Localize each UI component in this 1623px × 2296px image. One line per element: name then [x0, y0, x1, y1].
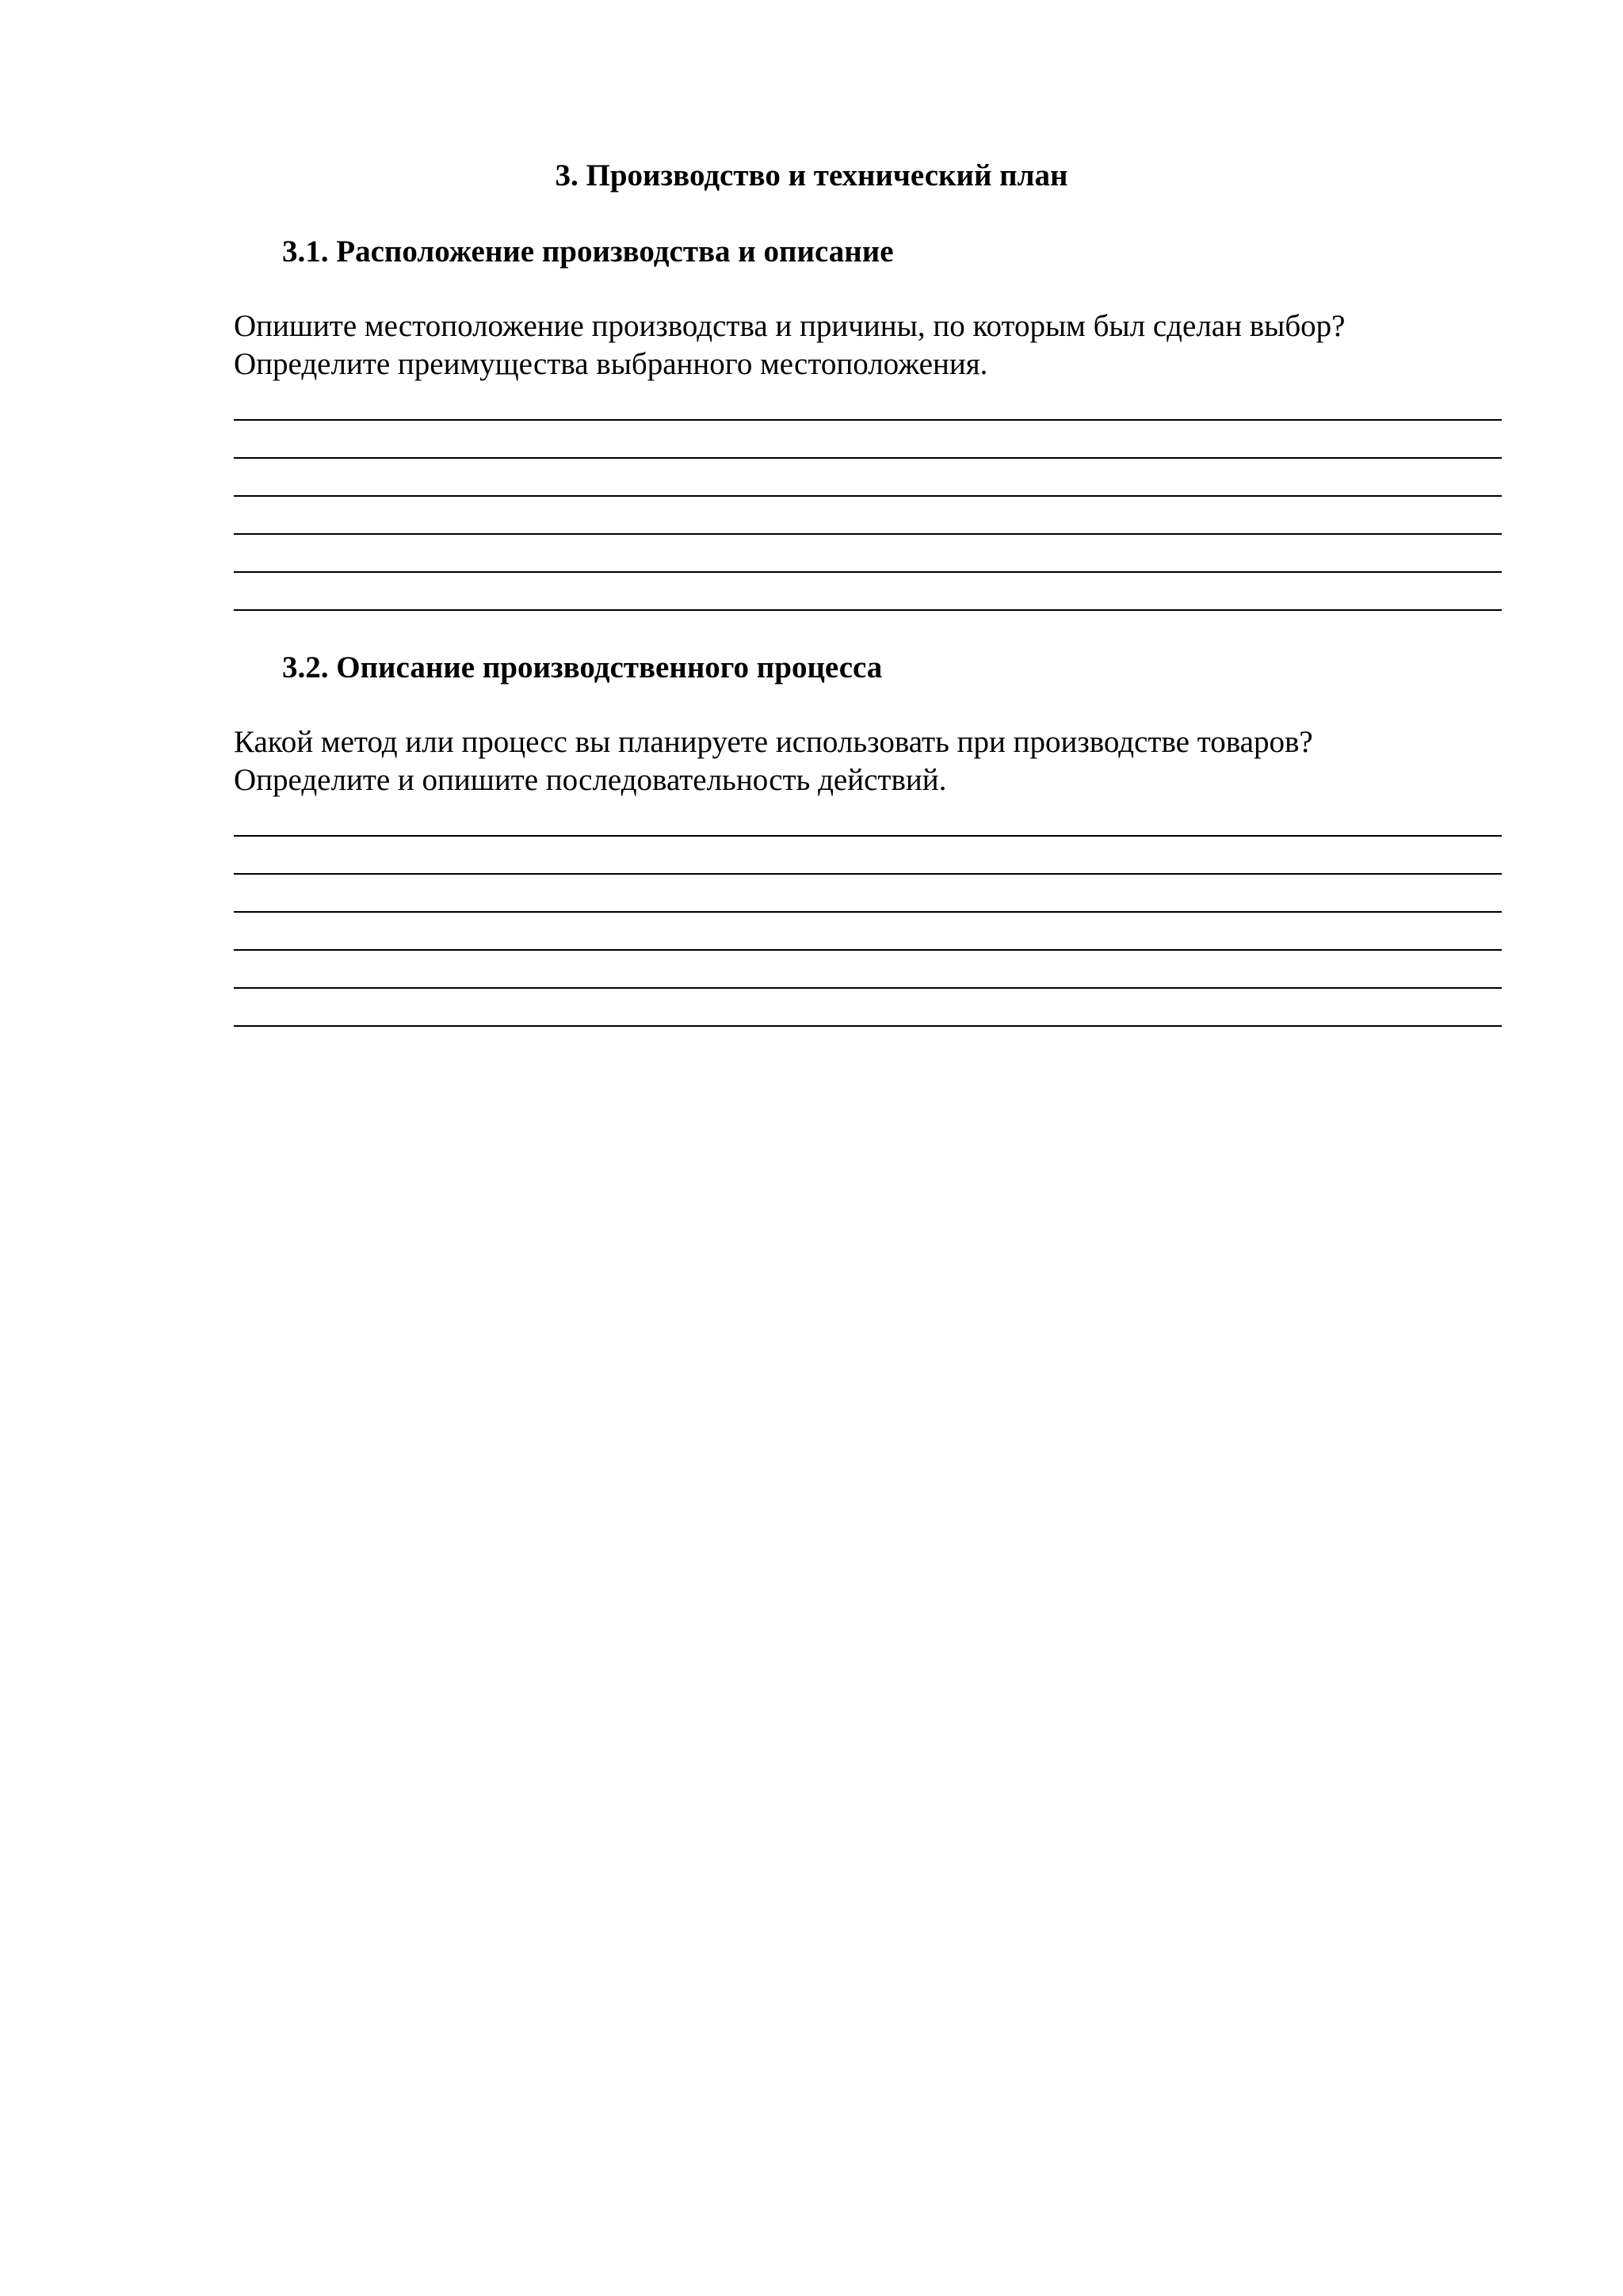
question-3-1-line-2: Определите преимущества выбранного местоположения.	[234, 347, 988, 381]
question-3-1-line-1: Опишите местоположение производства и причины, по которым был сделан выбор?	[234, 309, 1346, 343]
answer-line[interactable]	[234, 495, 1502, 497]
answer-line[interactable]	[234, 873, 1502, 875]
answer-line[interactable]	[234, 419, 1502, 421]
answer-line[interactable]	[234, 949, 1502, 951]
question-3-2-line-1: Какой метод или процесс вы планируете использовать при производстве товаров?	[234, 725, 1313, 759]
answer-line[interactable]	[234, 987, 1502, 989]
answer-line[interactable]	[234, 609, 1502, 611]
answer-line[interactable]	[234, 835, 1502, 837]
answer-line[interactable]	[234, 457, 1502, 459]
section-heading-3-2: 3.2. Описание производственного процесса	[282, 650, 883, 685]
question-3-2	[234, 723, 1502, 799]
page-title: 3. Производство и технический план	[555, 158, 1068, 193]
question-3-2-line-2: Определите и опишите последовательность действий.	[234, 763, 947, 797]
answer-line[interactable]	[234, 1025, 1502, 1027]
section-heading-3-1: 3.1. Расположение производства и описание	[282, 235, 894, 269]
answer-line[interactable]	[234, 571, 1502, 573]
question-3-1	[234, 307, 1502, 383]
answer-line[interactable]	[234, 911, 1502, 913]
answer-line[interactable]	[234, 533, 1502, 535]
